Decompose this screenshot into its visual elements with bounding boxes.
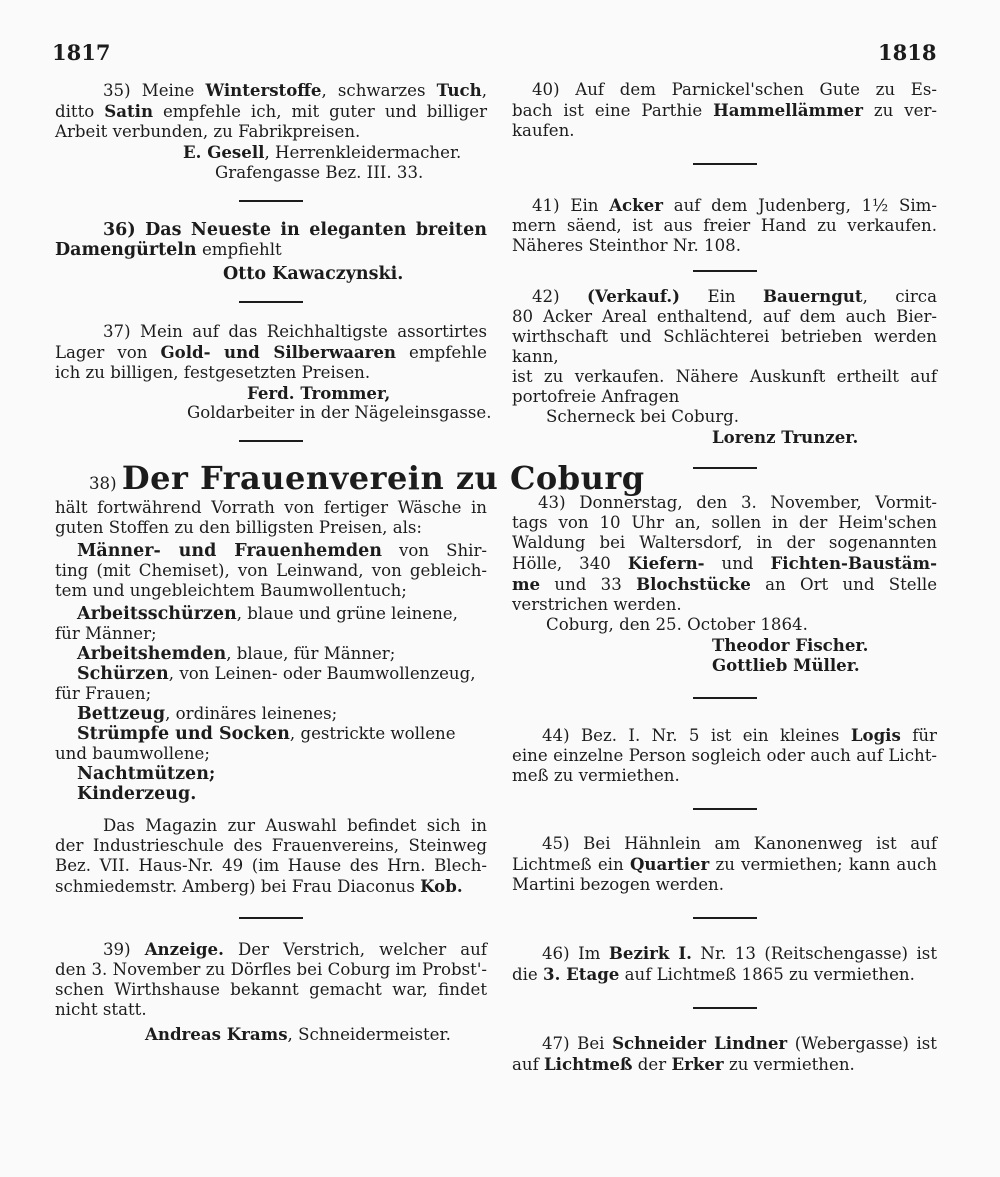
ad-42: 42) (Verkauf.) Ein Bauerngut, circa 80 Acker Areal enthaltend, auf dem auch Bier- wirthschaft und Schlächterei betrieben werden kann, ist zu verkaufen. Nähere Auskunft ertheilt auf portofreie Anfragen Scherneck bei Coburg. Lorenz Trunzer.: [512, 286, 937, 447]
signature: Theodor Fischer.: [712, 635, 869, 655]
signature: Lorenz Trunzer.: [712, 427, 859, 447]
separator: [693, 163, 757, 165]
right-column: [512, 70, 937, 1075]
ad-39: 39) Anzeige. Der Verstrich, welcher auf den 3. November zu Dörfles bei Coburg im Probst'- schen Wirthshause bekannt gemacht war, findet nicht statt. Andreas Krams, Schneidermeister.: [55, 939, 487, 1044]
page-number-left: 1817: [52, 40, 111, 65]
ad-40: 40) Auf dem Parnickel'schen Gute zu Es- bach ist eine Parthie Hammellämmer zu ver- kaufen.: [512, 80, 937, 140]
ad-47: 47) Bei Schneider Lindner (Webergasse) ist auf Lichtmeß der Erker zu vermiethen.: [512, 1033, 937, 1074]
signature: E. Gesell, Herrenkleidermacher.: [183, 142, 462, 162]
separator: [239, 440, 303, 442]
separator: [693, 917, 757, 919]
ad-41: 41) Ein Acker auf dem Judenberg, 1½ Sim- mern säend, ist aus freier Hand zu verkaufen. Näheres Steinthor Nr. 108.: [512, 195, 937, 255]
separator: [693, 270, 757, 272]
frauenverein-heading: Der Frauenverein zu Coburg: [121, 459, 645, 497]
signature: Andreas Krams, Schneidermeister.: [145, 1024, 451, 1044]
ad-44: 44) Bez. I. Nr. 5 ist ein kleines Logis für eine einzelne Person sogleich oder auch auf Licht- meß zu vermiethen.: [512, 725, 937, 785]
signature: Gottlieb Müller.: [712, 655, 860, 675]
separator: [693, 697, 757, 699]
ad-38: 38) Der Frauenverein zu Coburg hält fortwährend Vorrath von fertiger Wäsche in guten Stoffen zu den billigsten Preisen, als: Männer- und Frauenhemden von Shir- ting (mit Chemiset), von Leinwand, von gebleich- tem und ungebleichtem Baumwollentuch; Arbeitsschürzen, blaue und grüne leinene, für Männer; Arbeitshemden, blaue, für Männer; Schürzen, von Leinen- oder Baumwollenzeug, für Frauen; Bettzeug, ordinäres leinenes; Strümpfe und Socken, gestrickte wollene und baumwollene; Nachtmützen; Kinderzeug. Das Magazin zur Auswahl befindet sich in der Industrieschule des Frauenvereins, Steinweg Bez. VII. Haus-Nr. 49 (im Hause des Hrn. Blech- schmiedemstr. Amberg) bei Frau Diaconus Kob.: [55, 459, 645, 896]
page-number-right: 1818: [878, 40, 937, 65]
signature: Ferd. Trommer,: [247, 383, 391, 403]
left-column: [55, 70, 645, 1045]
ad-46: 46) Im Bezirk I. Nr. 13 (Reitschengasse) ist die 3. Etage auf Lichtmeß 1865 zu vermiethen.: [512, 943, 937, 984]
ad-36: 36) Das Neueste in eleganten breiten Damengürteln empfiehlt Otto Kawaczynski.: [55, 220, 487, 284]
separator: [239, 200, 303, 202]
separator: [693, 1007, 757, 1009]
ad-35: 35) Meine Winterstoffe, schwarzes Tuch, ditto Satin empfehle ich, mit guter und billiger Arbeit verbunden, zu Fabrikpreisen. E. Gesell, Herrenkleidermacher. Grafengasse Bez. III. 33.: [55, 80, 488, 182]
signature: Otto Kawaczynski.: [223, 264, 404, 284]
separator: [693, 467, 757, 469]
ad-43: 43) Donnerstag, den 3. November, Vormit- tags von 10 Uhr an, sollen in der Heim'schen Waldung bei Waltersdorf, in der sogenannten Hölle, 340 Kiefern- und Fichten-Baustäm- me und 33 Blochstücke an Ort und Stelle verstrichen werden. Coburg, den 25. October 1864. Theodor Fischer. Gottlieb Müller.: [512, 493, 938, 675]
separator: [693, 808, 757, 810]
ad-45: 45) Bei Hähnlein am Kanonenweg ist auf Lichtmeß ein Quartier zu vermiethen; kann auch Martini bezogen werden.: [512, 834, 937, 894]
separator: [239, 917, 303, 919]
ad-37: 37) Mein auf das Reichhaltigste assortirtes Lager von Gold- und Silberwaaren empfehle ich zu billigen, festgesetzten Preisen. Ferd. Trommer, Goldarbeiter in der Nägeleinsgasse.: [55, 322, 492, 422]
separator: [239, 301, 303, 303]
